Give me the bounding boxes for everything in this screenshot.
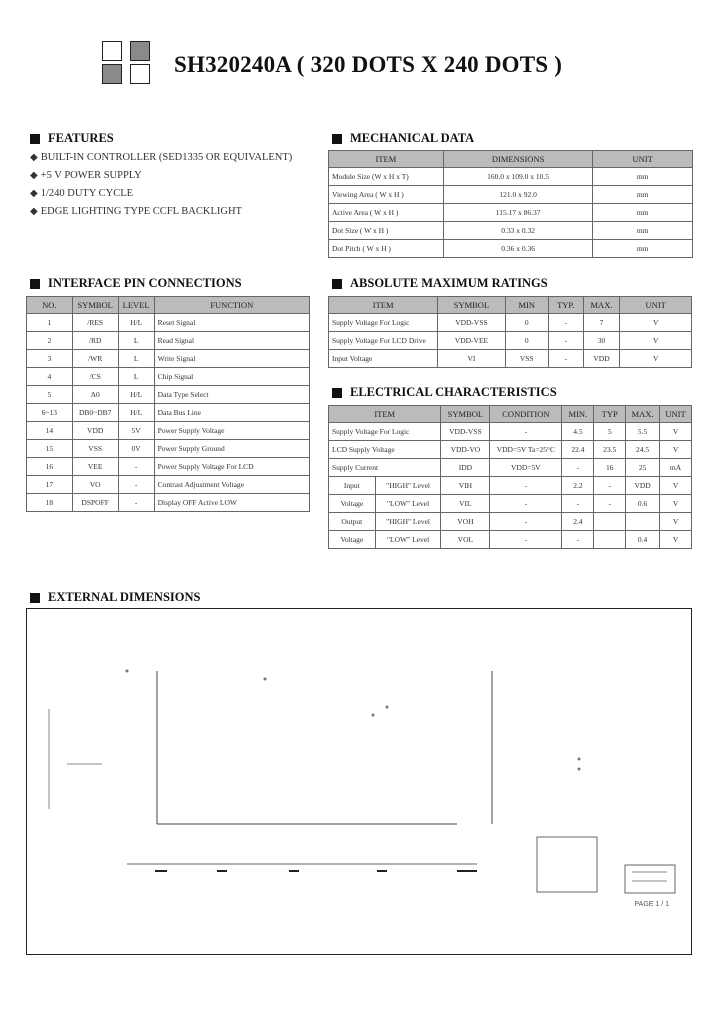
table-cell: "HIGH" Level — [375, 513, 441, 531]
drawing-dot — [372, 714, 375, 717]
table-cell: VDD=5V Ta=25°C — [490, 441, 562, 459]
table-cell: VIL — [441, 495, 490, 513]
table-cell: 22.4 — [562, 441, 594, 459]
table-header-cell: CONDITION — [490, 406, 562, 423]
table-cell: 7 — [583, 314, 620, 332]
table-cell: 17 — [27, 476, 73, 494]
table-cell: L — [118, 350, 154, 368]
table-header-cell: FUNCTION — [154, 297, 309, 314]
interface-table — [26, 296, 310, 512]
table-cell: - — [594, 477, 626, 495]
table-cell: A0 — [72, 386, 118, 404]
table-cell: Module Size (W x H x T) — [329, 168, 444, 186]
table-cell: - — [490, 477, 562, 495]
page-title: SH320240A ( 320 DOTS X 240 DOTS ) — [174, 52, 563, 77]
table-cell — [594, 531, 626, 549]
table-row — [329, 350, 692, 368]
table-row — [329, 332, 692, 350]
table-cell: - — [118, 476, 154, 494]
feature-item: ◆ EDGE LIGHTING TYPE CCFL BACKLIGHT — [30, 206, 242, 217]
table-cell: Supply Voltage For Logic — [329, 314, 438, 332]
mechanical-table — [328, 150, 693, 258]
table-cell: 0.36 x 0.36 — [443, 240, 593, 258]
table-cell: Power Supply Voltage For LCD — [154, 458, 309, 476]
table-cell: "HIGH" Level — [375, 477, 441, 495]
table-cell: 4.5 — [562, 423, 594, 441]
table-cell: "LOW" Level — [375, 495, 441, 513]
table-header-cell: SYMBOL — [72, 297, 118, 314]
feature-item: ◆ 1/240 DUTY CYCLE — [30, 188, 134, 199]
table-cell: 2.2 — [562, 477, 594, 495]
table-cell: H/L — [118, 386, 154, 404]
title-block — [625, 865, 675, 893]
table-header-cell: TYP — [594, 406, 626, 423]
table-cell: mm — [593, 186, 693, 204]
table-cell: /RD — [72, 332, 118, 350]
table-cell: - — [490, 423, 562, 441]
table-cell: 5V — [118, 422, 154, 440]
table-row — [27, 386, 310, 404]
table-cell: Input — [329, 477, 376, 495]
table-cell: Input Voltage — [329, 350, 438, 368]
table-cell: 16 — [594, 459, 626, 477]
table-cell: 0.6 — [626, 495, 660, 513]
section-bullet-icon — [332, 388, 342, 398]
table-cell: DSPOFF — [72, 494, 118, 512]
table-header-cell: SYMBOL — [441, 406, 490, 423]
section-bullet-icon — [30, 134, 40, 144]
table-cell: H/L — [118, 314, 154, 332]
table-cell: 15 — [27, 440, 73, 458]
table-cell: Voltage — [329, 495, 376, 513]
table-cell: V — [620, 332, 692, 350]
table-cell: L — [118, 368, 154, 386]
logo-square-top-right — [130, 41, 150, 61]
table-cell: 5.5 — [626, 423, 660, 441]
section-bullet-icon — [30, 593, 40, 603]
page-label: PAGE 1 / 1 — [634, 901, 669, 908]
table-header-cell: ITEM — [329, 297, 438, 314]
table-cell: VI — [438, 350, 505, 368]
table-header-cell: TYP. — [548, 297, 583, 314]
table-cell: VDD — [583, 350, 620, 368]
electrical-heading-label: ELECTRICAL CHARACTERISTICS — [350, 385, 557, 399]
table-header-cell: DIMENSIONS — [443, 151, 593, 168]
table-row — [329, 240, 693, 258]
table-cell: Output — [329, 513, 376, 531]
table-cell: VDD=5V — [490, 459, 562, 477]
table-cell: - — [548, 350, 583, 368]
section-bullet-icon — [30, 279, 40, 289]
table-cell: VIH — [441, 477, 490, 495]
table-cell: - — [548, 314, 583, 332]
table-row — [329, 186, 693, 204]
table-header-row — [329, 297, 692, 314]
table-cell: - — [594, 495, 626, 513]
table-cell: Data Type Select — [154, 386, 309, 404]
table-cell: - — [562, 495, 594, 513]
table-cell: Write Signal — [154, 350, 309, 368]
connector-detail — [537, 837, 597, 892]
table-row — [27, 422, 310, 440]
table-cell: 2.4 — [562, 513, 594, 531]
feature-item: ◆ +5 V POWER SUPPLY — [30, 170, 142, 181]
table-cell: Dot Size ( W x H ) — [329, 222, 444, 240]
mechanical-heading — [332, 131, 474, 146]
table-cell: VDD-VSS — [438, 314, 505, 332]
table-row — [329, 222, 693, 240]
absolute-heading — [332, 276, 548, 291]
table-cell: - — [548, 332, 583, 350]
table-header-cell: UNIT — [593, 151, 693, 168]
table-cell: V — [660, 423, 692, 441]
table-cell: 5 — [594, 423, 626, 441]
table-cell: - — [490, 513, 562, 531]
table-cell: LCD Supply Voltage — [329, 441, 441, 459]
table-row — [329, 459, 692, 477]
table-cell: Active Area ( W x H ) — [329, 204, 444, 222]
table-cell: L — [118, 332, 154, 350]
table-header-cell: SYMBOL — [438, 297, 505, 314]
table-cell: V — [660, 477, 692, 495]
table-row — [329, 168, 693, 186]
drawing-dot — [126, 670, 129, 673]
table-cell: V — [660, 513, 692, 531]
table-cell: 2 — [27, 332, 73, 350]
table-cell: /CS — [72, 368, 118, 386]
table-header-cell: MAX. — [626, 406, 660, 423]
table-cell: 0 — [505, 332, 548, 350]
table-cell: 0.4 — [626, 531, 660, 549]
table-cell: Display OFF Active LOW — [154, 494, 309, 512]
logo-square-top-left — [102, 41, 122, 61]
table-cell: - — [118, 458, 154, 476]
table-cell: - — [562, 531, 594, 549]
table-header-row — [329, 151, 693, 168]
diamond-bullet-icon: ◆ — [30, 170, 38, 181]
table-cell: - — [490, 531, 562, 549]
table-cell: 1 — [27, 314, 73, 332]
table-cell: 4 — [27, 368, 73, 386]
table-row — [329, 495, 692, 513]
diamond-bullet-icon: ◆ — [30, 188, 38, 199]
table-header-cell: LEVEL — [118, 297, 154, 314]
external-heading-label: EXTERNAL DIMENSIONS — [48, 590, 201, 604]
table-cell: VSS — [72, 440, 118, 458]
table-cell: VSS — [505, 350, 548, 368]
table-row — [329, 477, 692, 495]
table-cell: 5 — [27, 386, 73, 404]
table-cell: VOL — [441, 531, 490, 549]
table-cell: mA — [660, 459, 692, 477]
table-cell: V — [620, 350, 692, 368]
table-row — [27, 368, 310, 386]
table-cell: VDD — [626, 477, 660, 495]
table-cell: mm — [593, 168, 693, 186]
table-row — [329, 513, 692, 531]
table-cell: Contrast Adjustment Voltage — [154, 476, 309, 494]
logo-square-bottom-left — [102, 64, 122, 84]
table-cell: - — [490, 495, 562, 513]
dimension-drawing — [27, 609, 690, 953]
table-row — [329, 204, 693, 222]
features-heading-label: FEATURES — [48, 131, 114, 145]
table-header-cell: UNIT — [620, 297, 692, 314]
table-cell: Dot Pitch ( W x H ) — [329, 240, 444, 258]
table-cell: IDD — [441, 459, 490, 477]
logo-square-bottom-right — [130, 64, 150, 84]
table-cell: V — [660, 441, 692, 459]
table-cell: 18 — [27, 494, 73, 512]
table-cell: 16 — [27, 458, 73, 476]
table-cell: mm — [593, 204, 693, 222]
table-cell: "LOW" Level — [375, 531, 441, 549]
table-header-cell: MIN. — [562, 406, 594, 423]
mechanical-heading-label: MECHANICAL DATA — [350, 131, 475, 145]
table-row — [329, 441, 692, 459]
drawing-dot — [264, 678, 267, 681]
section-bullet-icon — [332, 134, 342, 144]
electrical-table — [328, 405, 692, 549]
table-cell: Supply Current — [329, 459, 441, 477]
drawing-dot — [578, 758, 581, 761]
table-cell: mm — [593, 222, 693, 240]
table-cell: Power Supply Voltage — [154, 422, 309, 440]
table-header-cell: MAX. — [583, 297, 620, 314]
table-header-row — [27, 297, 310, 314]
table-cell: - — [562, 459, 594, 477]
table-cell: VO — [72, 476, 118, 494]
interface-heading-label: INTERFACE PIN CONNECTIONS — [48, 276, 242, 290]
table-header-cell: UNIT — [660, 406, 692, 423]
table-cell: mm — [593, 240, 693, 258]
interface-heading — [30, 276, 242, 291]
table-cell: 23.5 — [594, 441, 626, 459]
table-header-cell: ITEM — [329, 151, 444, 168]
table-row — [27, 350, 310, 368]
table-row — [329, 531, 692, 549]
table-row — [329, 314, 692, 332]
table-cell: Read Signal — [154, 332, 309, 350]
external-heading — [30, 590, 200, 605]
table-cell: VEE — [72, 458, 118, 476]
table-cell: Chip Signal — [154, 368, 309, 386]
feature-item: ◆ BUILT-IN CONTROLLER (SED1335 OR EQUIVALENT) — [30, 152, 293, 163]
table-header-cell: NO. — [27, 297, 73, 314]
table-cell: DB0~DB7 — [72, 404, 118, 422]
drawing-dot — [578, 768, 581, 771]
table-row — [27, 332, 310, 350]
table-header-row — [329, 406, 692, 423]
electrical-heading — [332, 385, 557, 400]
table-cell: 0 — [505, 314, 548, 332]
table-cell: /RES — [72, 314, 118, 332]
diamond-bullet-icon: ◆ — [30, 206, 38, 217]
table-cell: VDD-VSS — [441, 423, 490, 441]
table-header-cell: MIN — [505, 297, 548, 314]
table-cell: Voltage — [329, 531, 376, 549]
table-row — [27, 476, 310, 494]
table-row — [27, 314, 310, 332]
table-cell: 0V — [118, 440, 154, 458]
features-heading — [30, 131, 114, 146]
table-row — [27, 458, 310, 476]
table-cell: V — [660, 531, 692, 549]
diamond-bullet-icon: ◆ — [30, 152, 38, 163]
table-cell: V — [620, 314, 692, 332]
table-cell: 30 — [583, 332, 620, 350]
table-row — [329, 423, 692, 441]
table-cell: VDD — [72, 422, 118, 440]
table-cell: 121.0 x 92.0 — [443, 186, 593, 204]
table-cell: 14 — [27, 422, 73, 440]
table-cell: Data Bus Line — [154, 404, 309, 422]
table-cell: Viewing Area ( W x H ) — [329, 186, 444, 204]
table-header-cell: ITEM — [329, 406, 441, 423]
absolute-table — [328, 296, 692, 368]
table-cell: Power Supply Ground — [154, 440, 309, 458]
table-cell: Reset Signal — [154, 314, 309, 332]
table-cell: 0.33 x 0.32 — [443, 222, 593, 240]
table-cell — [594, 513, 626, 531]
table-cell: 25 — [626, 459, 660, 477]
drawing-dot — [386, 706, 389, 709]
table-cell: VDD-VEE — [438, 332, 505, 350]
table-cell: VOH — [441, 513, 490, 531]
table-cell: /WR — [72, 350, 118, 368]
table-cell: - — [118, 494, 154, 512]
table-cell — [626, 513, 660, 531]
table-cell: 3 — [27, 350, 73, 368]
absolute-heading-label: ABSOLUTE MAXIMUM RATINGS — [350, 276, 548, 290]
table-row — [27, 404, 310, 422]
section-bullet-icon — [332, 279, 342, 289]
table-row — [27, 440, 310, 458]
table-cell: Supply Voltage For Logic — [329, 423, 441, 441]
table-row — [27, 494, 310, 512]
table-cell: H/L — [118, 404, 154, 422]
table-cell: 6~13 — [27, 404, 73, 422]
table-cell: V — [660, 495, 692, 513]
table-cell: 115.17 x 86.37 — [443, 204, 593, 222]
dimension-drawing-frame — [26, 608, 692, 955]
table-cell: 24.5 — [626, 441, 660, 459]
table-cell: VDD-VO — [441, 441, 490, 459]
table-cell: 160.0 x 109.0 x 10.5 — [443, 168, 593, 186]
table-cell: Supply Voltage For LCD Drive — [329, 332, 438, 350]
